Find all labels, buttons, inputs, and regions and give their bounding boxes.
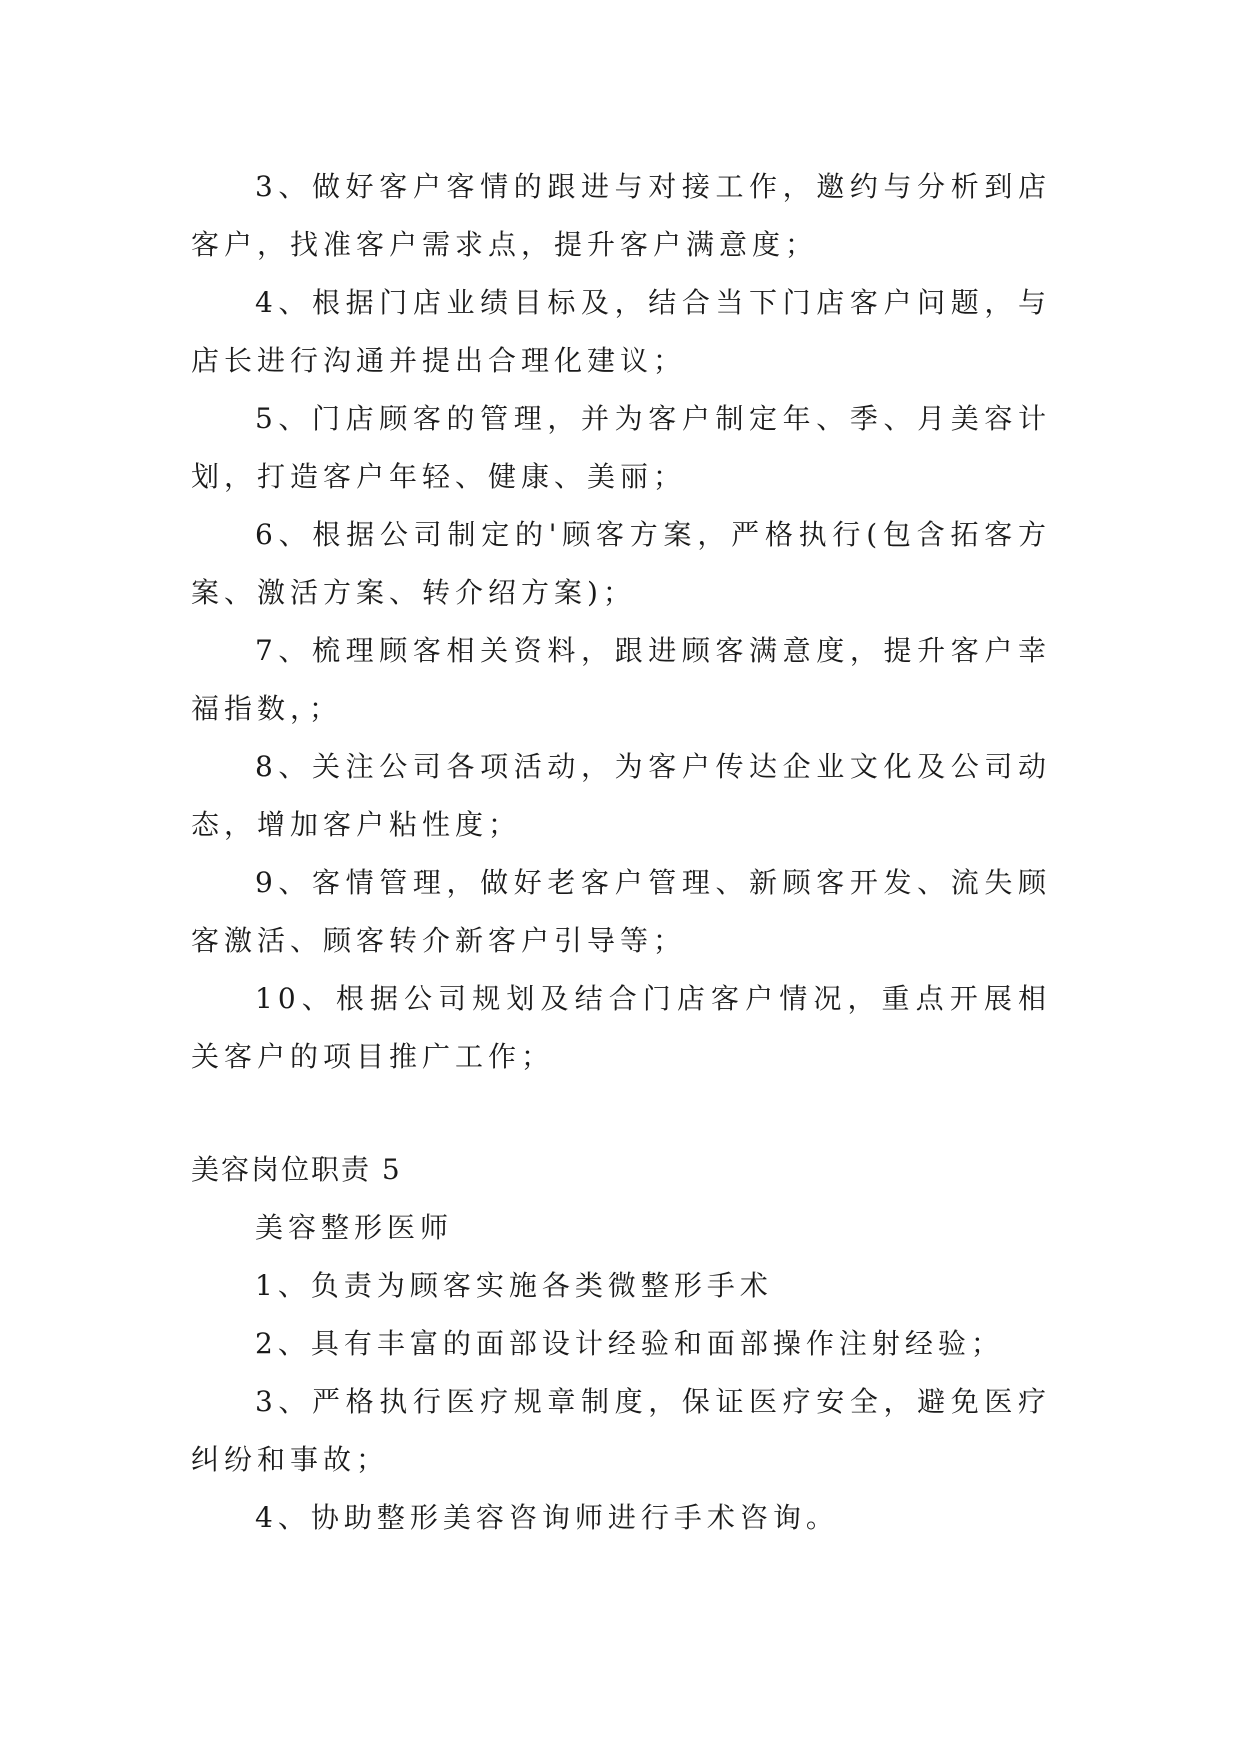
- paragraph-item-4: 4、根据门店业绩目标及，结合当下门店客户问题，与店长进行沟通并提出合理化建议；: [191, 286, 1051, 377]
- section-title: 美容岗位职责 5: [191, 1153, 402, 1186]
- paragraph-item-5: 5、门店顾客的管理，并为客户制定年、季、月美容计划，打造客户年轻、健康、美丽；: [191, 402, 1051, 493]
- paragraph-item-6: 6、根据公司制定的'顾客方案，严格执行(包含拓客方案、激活方案、转介绍方案)；: [191, 518, 1051, 609]
- duty-item-2: 2、具有丰富的面部设计经验和面部操作注射经验；: [255, 1327, 1004, 1360]
- duty-item-1: 1、负责为顾客实施各类微整形手术: [255, 1269, 773, 1302]
- duty-item-3: 3、严格执行医疗规章制度，保证医疗安全，避免医疗纠纷和事故；: [191, 1385, 1051, 1476]
- paragraph-item-9: 9、客情管理，做好老客户管理、新顾客开发、流失顾客激活、顾客转介新客户引导等；: [191, 866, 1051, 957]
- section-subtitle: 美容整形医师: [255, 1211, 454, 1244]
- paragraph-item-8: 8、关注公司各项活动，为客户传达企业文化及公司动态，增加客户粘性度；: [191, 750, 1051, 841]
- duty-item-4: 4、协助整形美容咨询师进行手术咨询。: [255, 1501, 839, 1534]
- paragraph-item-7: 7、梳理顾客相关资料，跟进顾客满意度，提升客户幸福指数，；: [191, 634, 1051, 725]
- paragraph-item-10: 10、根据公司规划及结合门店客户情况，重点开展相关客户的项目推广工作；: [191, 982, 1051, 1073]
- paragraph-item-3: 3、做好客户客情的跟进与对接工作，邀约与分析到店客户，找准客户需求点，提升客户满意度；: [191, 170, 1051, 261]
- document-body: [191, 158, 1051, 1547]
